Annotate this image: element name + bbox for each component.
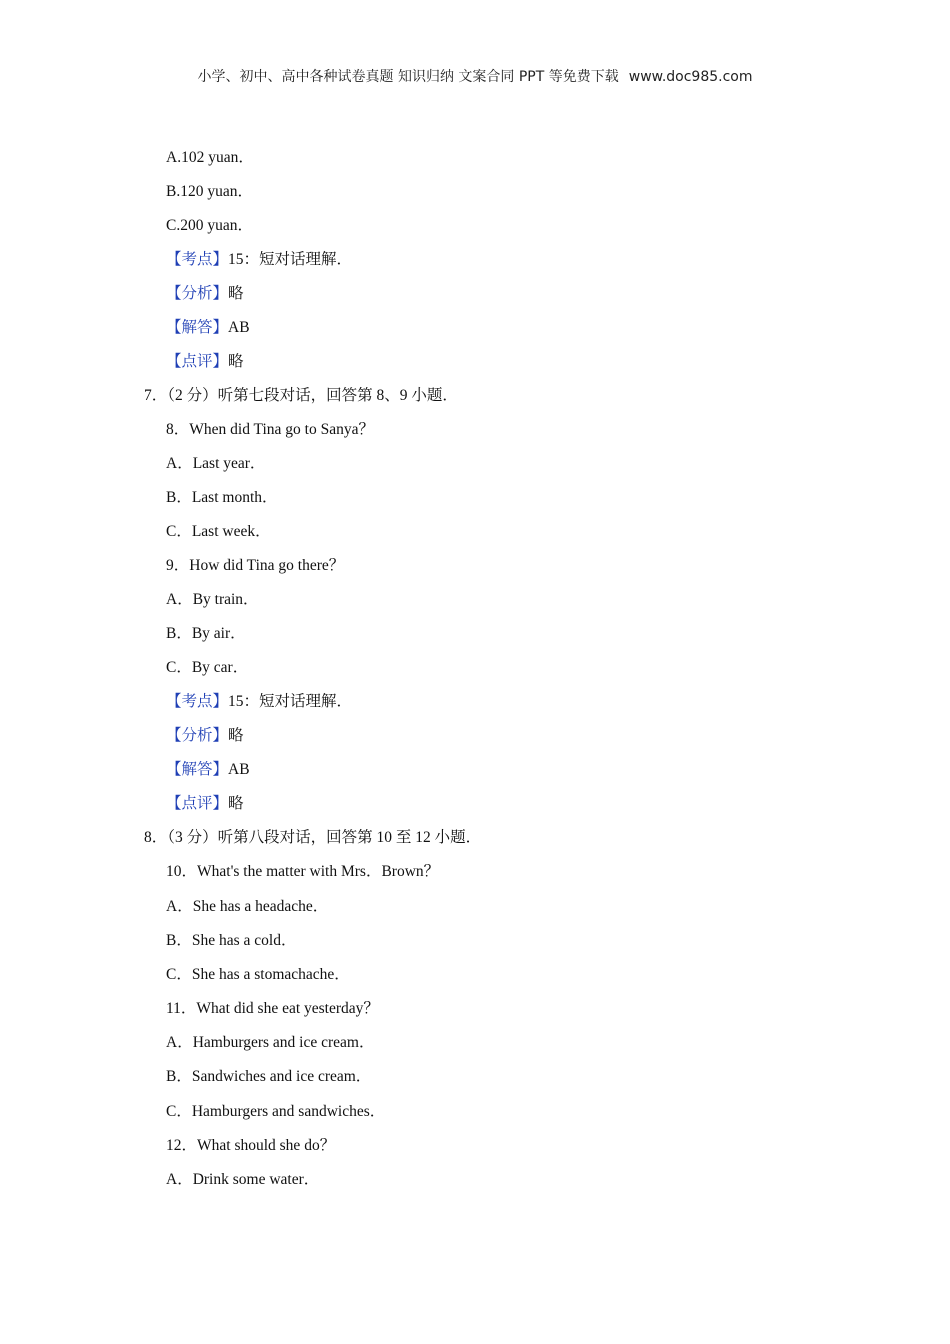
block2-dianping — [166, 794, 244, 814]
q8-line: B．She has a cold． — [166, 932, 297, 949]
q6-option-b: B.120 yuan． — [166, 183, 253, 200]
kaodian-label: 【考点】 — [166, 693, 229, 710]
block1-dianping — [166, 352, 244, 372]
dianping-label: 【点评】 — [166, 795, 229, 812]
fenxi-label: 【分析】 — [166, 727, 229, 744]
q8-title: 8．（3 分）听第八段对话，回答第 10 至 12 小题． — [144, 829, 482, 846]
q8-line: C．She has a stomachache． — [166, 966, 350, 983]
block2-kaodian — [166, 692, 352, 712]
jieda-label: 【解答】 — [166, 761, 229, 778]
header-text: 小学、初中、高中各种试卷真题 知识归纳 文案合同 PPT 等免费下载 — [197, 69, 619, 85]
q8-line: C．Hamburgers and sandwiches． — [166, 1103, 386, 1120]
q8-line: A．Hamburgers and ice cream． — [166, 1034, 375, 1051]
q8-line: 11．What did she eat yesterday？ — [166, 1000, 379, 1017]
q7-line: C．By car． — [166, 659, 249, 676]
kaodian-value: 15：短对话理解． — [228, 693, 353, 710]
dianping-value: 略 — [228, 353, 244, 370]
q8-line: B．Sandwiches and ice cream． — [166, 1068, 372, 1085]
jieda-value: AB — [228, 319, 250, 336]
q7-line: B．Last month． — [166, 489, 278, 506]
dianping-value: 略 — [228, 795, 244, 812]
q7-title: 7．（2 分）听第七段对话，回答第 8、9 小题． — [144, 387, 458, 404]
block2-jieda — [166, 760, 250, 780]
fenxi-value: 略 — [228, 285, 244, 302]
q7-line: 8．When did Tina go to Sanya？ — [166, 421, 374, 438]
q7-line: 9．How did Tina go there？ — [166, 557, 345, 574]
q8-line: 10．What's the matter with Mrs．Brown？ — [166, 863, 440, 880]
q7-line: A．By train． — [166, 591, 259, 608]
page-header — [0, 66, 950, 86]
q8-line: A．Drink some water． — [166, 1171, 320, 1188]
q8-line: 12．What should she do？ — [166, 1137, 336, 1154]
header-url[interactable]: www.doc985.com — [628, 69, 753, 85]
block1-jieda — [166, 318, 250, 338]
block2-fenxi — [166, 726, 244, 746]
dianping-label: 【点评】 — [166, 353, 229, 370]
q6-option-a: A.102 yuan． — [166, 149, 254, 166]
jieda-label: 【解答】 — [166, 319, 229, 336]
kaodian-label: 【考点】 — [166, 251, 229, 268]
q7-line: B．By air． — [166, 625, 246, 642]
block1-fenxi — [166, 284, 244, 304]
q6-option-c: C.200 yuan． — [166, 217, 253, 234]
q7-line: A．Last year． — [166, 455, 266, 472]
kaodian-value: 15：短对话理解． — [228, 251, 353, 268]
q7-line: C．Last week． — [166, 523, 271, 540]
block1-kaodian — [166, 250, 352, 270]
jieda-value: AB — [228, 761, 250, 778]
fenxi-value: 略 — [228, 727, 244, 744]
q8-line: A．She has a headache． — [166, 898, 329, 915]
fenxi-label: 【分析】 — [166, 285, 229, 302]
